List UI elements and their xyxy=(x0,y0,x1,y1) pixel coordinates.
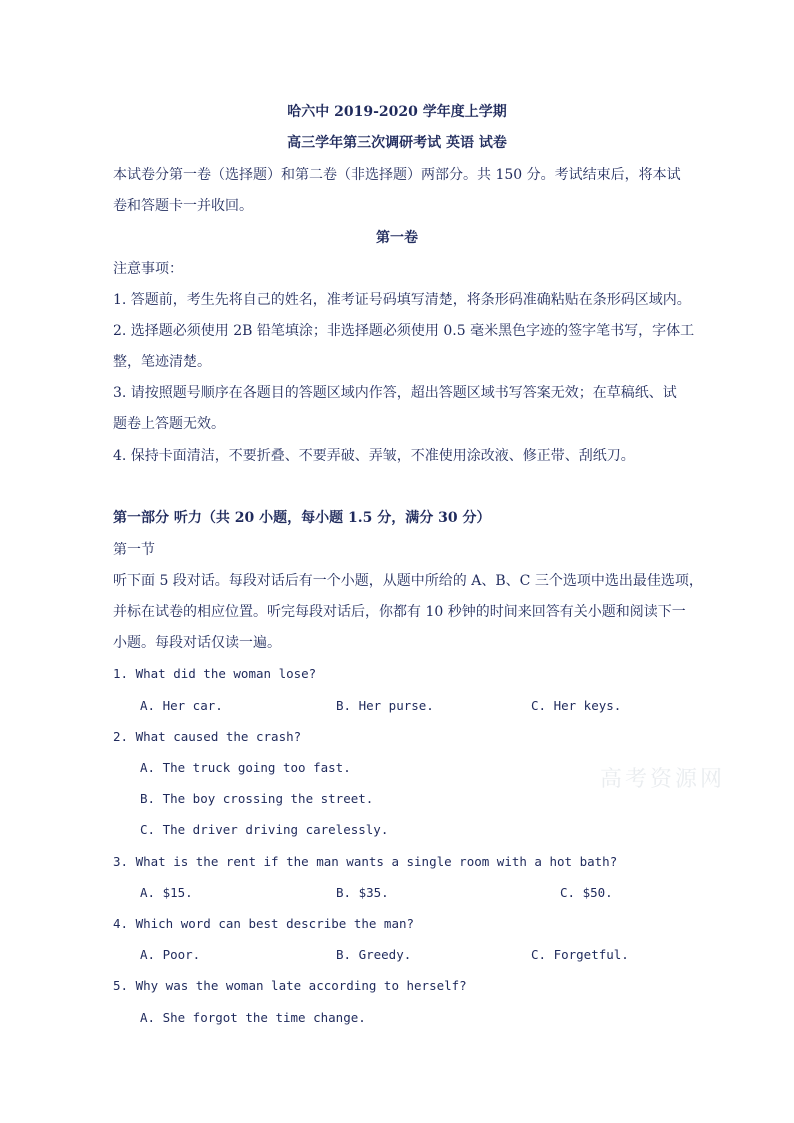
q4-option-a: A. Poor. xyxy=(140,947,201,962)
question-5: 5. Why was the woman late according to herself? xyxy=(113,978,467,993)
q3-option-a: A. $15. xyxy=(140,885,193,900)
notes-heading: 注意事项： xyxy=(113,261,183,277)
note-3-line-2: 题卷上答题无效。 xyxy=(113,416,225,432)
exam-title: 哈六中 2019-2020 学年度上学期 xyxy=(287,104,507,120)
q4-option-b: B. Greedy. xyxy=(336,947,412,962)
q2-option-b: B. The boy crossing the street. xyxy=(140,791,374,806)
volume-title: 第一卷 xyxy=(376,230,418,246)
q4-option-c: C. Forgetful. xyxy=(531,947,629,962)
q2-option-c: C. The driver driving carelessly. xyxy=(140,822,389,837)
exam-subtitle: 高三学年第三次调研考试 英语 试卷 xyxy=(287,135,507,151)
note-1: 1. 答题前，考生先将自己的姓名，准考证号码填写清楚，将条形码准确粘贴在条形码区域内。 xyxy=(113,292,691,308)
instructions-line-2: 并标在试卷的相应位置。听完每段对话后，你都有 10 秒钟的时间来回答有关小题和阅读下一 xyxy=(113,604,686,620)
q1-option-c: C. Her keys. xyxy=(531,698,622,713)
instructions-line-1: 听下面 5 段对话。每段对话后有一个小题，从题中所给的 A、B、C 三个选项中选出最佳选项， xyxy=(113,573,703,589)
intro-line-2: 卷和答题卡一并收回。 xyxy=(113,198,253,214)
question-1: 1. What did the woman lose? xyxy=(113,666,317,681)
question-3: 3. What is the rent if the man wants a single room with a hot bath? xyxy=(113,854,618,869)
q2-option-a: A. The truck going too fast. xyxy=(140,760,351,775)
note-2-line-1: 2. 选择题必须使用 2B 铅笔填涂；非选择题必须使用 0.5 毫米黑色字迹的签字笔书写，字体工 xyxy=(113,323,695,339)
instructions-line-3: 小题。每段对话仅读一遍。 xyxy=(113,635,281,651)
q1-option-b: B. Her purse. xyxy=(336,698,434,713)
question-4: 4. Which word can best describe the man? xyxy=(113,916,415,931)
q5-option-a: A. She forgot the time change. xyxy=(140,1010,366,1025)
part1-heading: 第一部分 听力（共 20 小题，每小题 1.5 分，满分 30 分） xyxy=(113,510,491,526)
note-4: 4. 保持卡面清洁，不要折叠、不要弄破、弄皱，不准使用涂改液、修正带、刮纸刀。 xyxy=(113,448,635,464)
question-2: 2. What caused the crash? xyxy=(113,729,302,744)
q1-option-a: A. Her car. xyxy=(140,698,223,713)
q3-option-b: B. $35. xyxy=(336,885,389,900)
intro-line-1: 本试卷分第一卷（选择题）和第二卷（非选择题）两部分。共 150 分。考试结束后，将本试 xyxy=(113,167,681,183)
section-title: 第一节 xyxy=(113,542,155,558)
note-3-line-1: 3. 请按照题号顺序在各题目的答题区域内作答，超出答题区域书写答案无效；在草稿纸、试 xyxy=(113,385,677,401)
q3-option-c: C. $50. xyxy=(560,885,613,900)
note-2-line-2: 整，笔迹清楚。 xyxy=(113,354,211,370)
watermark: 高考资源网 xyxy=(600,767,726,792)
